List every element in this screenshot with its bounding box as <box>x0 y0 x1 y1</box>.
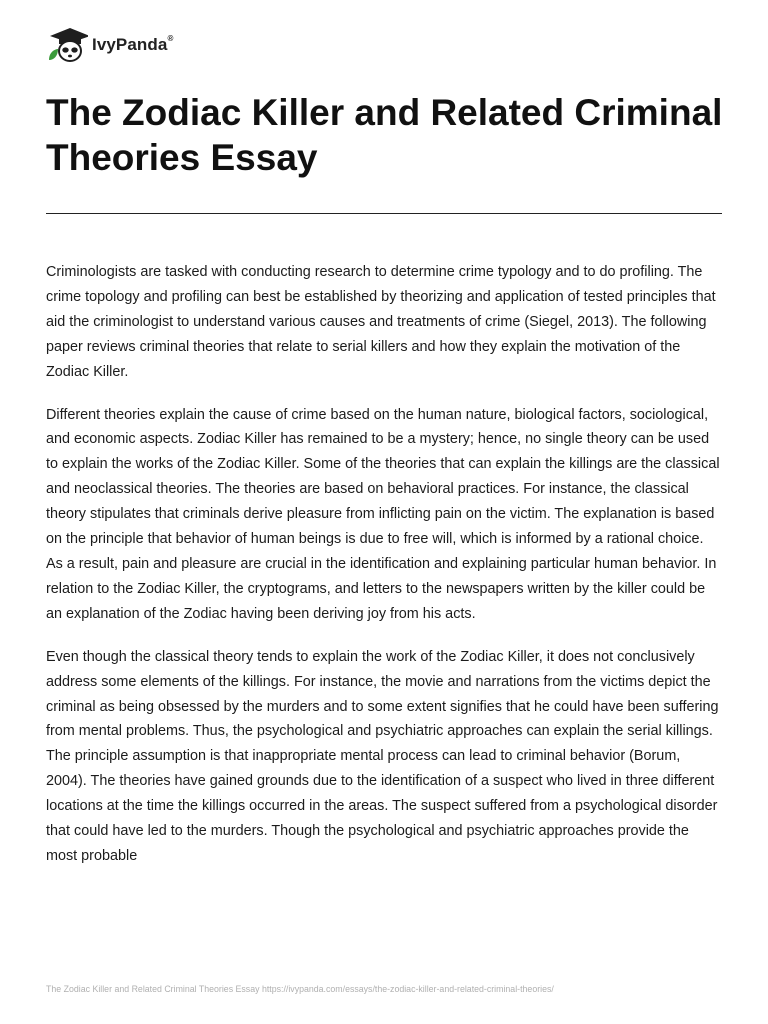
essay-body <box>46 260 722 887</box>
panda-graduate-icon <box>46 27 88 63</box>
document-title: The Zodiac Killer and Related Criminal Theories Essay <box>46 92 723 178</box>
brand-name: IvyPanda® <box>92 34 174 54</box>
paragraph: Different theories explain the cause of crime based on the human nature, biological factors, sociological, and economic aspects. Zodiac Killer has remained to be a mystery; hence, no single theory can be used to explain the works of the Zodiac Killer. Some of the theories that can explain the killings are the classical and neoclassical theories. The theories are based on behavioral practices. For instance, the classical theory stipulates that criminals derive pleasure from inflicting pain on the victim. The explanation is based on the principle that behavior of human beings is due to free will, which is informed by a rational choice. As a result, pain and pleasure are crucial in the identification and explaining particular human behavior. In relation to the Zodiac Killer, the cryptograms, and letters to the newspapers written by the killer could be an explanation of the Zodiac having been deriving joy from his acts. <box>46 406 720 622</box>
paragraph: Even though the classical theory tends to explain the work of the Zodiac Killer, it does not conclusively address some elements of the killings. For instance, the movie and narrations from the victims depict the criminal as being obsessed by the murders and to some extent signifies that he could have been suffering from mental problems. Thus, the psychological and psychiatric approaches can explain the serial killings. The principle assumption is that inappropriate mental process can lead to criminal behavior (Borum, 2004). The theories have gained grounds due to the identification of a suspect who lived in three different locations at the time the killings occurred in the areas. The suspect suffered from a psychological disorder that could have led to the murders. Though the psychological and psychiatric approaches provide the most probable <box>46 648 719 864</box>
page-footer: The Zodiac Killer and Related Criminal Theories Essay https://ivypanda.com/essays/the-zodiac-killer-and-related-criminal-theories/ <box>46 984 554 994</box>
paragraph: Criminologists are tasked with conducting research to determine crime typology and to do profiling. The crime topology and profiling can best be established by theorizing and application of tested principles that aid the criminologist to understand various causes and treatments of crime (Siegel, 2013). The following paper reviews criminal theories that relate to serial killers and how they explain the motivation of the Zodiac Killer. <box>46 264 716 380</box>
brand-logo[interactable] <box>46 27 173 63</box>
title-divider <box>46 213 722 214</box>
